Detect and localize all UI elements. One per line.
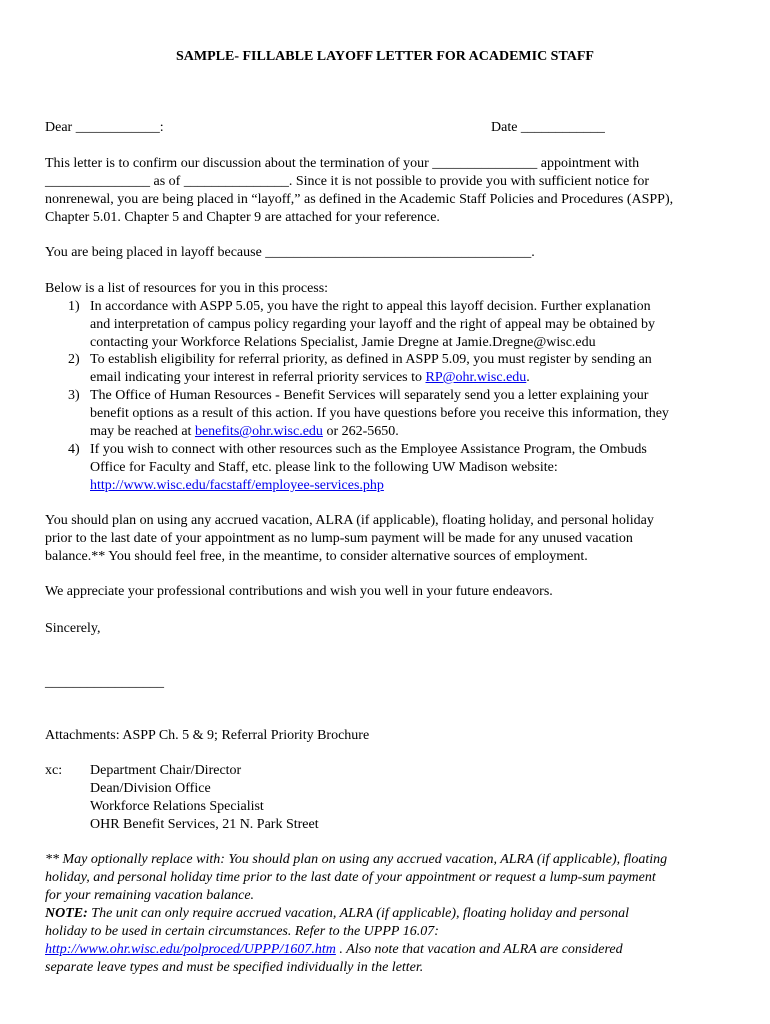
list-item-line: may be reached at benefits@ohr.wisc.edu or 262-5650. [90, 424, 399, 439]
paragraph-1-line: _______________ as of _______________. Since it is not possible to provide you with sufficient notice for [45, 174, 650, 189]
document-title: SAMPLE- FILLABLE LAYOFF LETTER FOR ACADEMIC STAFF [176, 49, 594, 64]
note-line: NOTE: The unit can only require accrued vacation, ALRA (if applicable), floating holiday and personal [45, 906, 630, 921]
paragraph-3-line: prior to the last date of your appointment as no lump-sum payment will be made for any unused vacation [45, 531, 633, 546]
list-number: 4) [68, 442, 80, 457]
list-item: 4) If you wish to connect with other resources such as the Employee Assistance Program, the Ombuds [68, 442, 647, 457]
list-number: 2) [68, 352, 80, 367]
date-field: Date ____________ [491, 120, 605, 135]
paragraph-1-line: This letter is to confirm our discussion about the termination of your _______________ appointment with [45, 156, 640, 171]
paragraph-1-line: Chapter 5.01. Chapter 5 and Chapter 9 are attached for your reference. [45, 210, 440, 225]
list-number: 1) [68, 299, 80, 314]
list-item-line [90, 477, 384, 495]
note-label: NOTE: [45, 906, 88, 921]
xc-recipient: Department Chair/Director [90, 763, 242, 778]
salutation: Dear ____________: [45, 120, 164, 135]
list-item-line: Office for Faculty and Staff, etc. please link to the following UW Madison website: [90, 460, 558, 475]
list-item: 1) In accordance with ASPP 5.05, you have the right to appeal this layoff decision. Further explanation [68, 299, 651, 314]
list-item-line: and interpretation of campus policy regarding your layoff and the right of appeal may be obtained by [90, 317, 656, 332]
list-item-line: contacting your Workforce Relations Specialist, Jamie Dregne at Jamie.Dregne@wisc.edu [90, 335, 596, 350]
benefits-email-link[interactable]: benefits@ohr.wisc.edu [194, 424, 323, 439]
note-line: for your remaining vacation balance. [45, 888, 255, 903]
appreciation-paragraph: We appreciate your professional contributions and wish you well in your future endeavors. [45, 584, 553, 599]
list-item: 2) To establish eligibility for referral priority, as defined in ASPP 5.09, you must register by sending an [68, 352, 652, 367]
note-line: http://www.ohr.wisc.edu/polproced/UPPP/1607.htm . Also note that vacation and ALRA are considered [45, 942, 623, 957]
layoff-reason: You are being placed in layoff because ______________________________________. [45, 245, 535, 260]
list-number: 3) [68, 388, 80, 403]
paragraph-1-line: nonrenewal, you are being placed in “layoff,” as defined in the Academic Staff Policies and Procedures (ASPP), [45, 192, 674, 207]
paragraph-3-line: You should plan on using any accrued vacation, ALRA (if applicable), floating holiday, and personal holiday [45, 513, 654, 528]
closing: Sincerely, [45, 621, 101, 636]
xc-recipient: Workforce Relations Specialist [90, 799, 264, 814]
attachments: Attachments: ASPP Ch. 5 & 9; Referral Priority Brochure [45, 728, 370, 743]
note-line: holiday to be used in certain circumstances. Refer to the UPPP 16.07: [45, 924, 439, 939]
xc-recipient: Dean/Division Office [90, 781, 211, 796]
rp-email-link[interactable]: RP@ohr.wisc.edu [425, 370, 527, 385]
xc-label: xc: [45, 763, 63, 778]
resources-intro: Below is a list of resources for you in this process: [45, 281, 329, 296]
uppp-link[interactable]: http://www.ohr.wisc.edu/polproced/UPPP/1607.htm [45, 942, 336, 957]
signature-line: _________________ [45, 675, 164, 690]
employee-services-link[interactable]: http://www.wisc.edu/facstaff/employee-services.php [90, 478, 384, 493]
list-item-line: benefit options as a result of this action. If you have questions before you receive this information, they [90, 406, 669, 421]
list-item: 3) The Office of Human Resources - Benefit Services will separately send you a letter explaining your [68, 388, 649, 403]
list-item-line: email indicating your interest in referral priority services to RP@ohr.wisc.edu. [90, 370, 530, 385]
paragraph-3-line: balance.** You should feel free, in the meantime, to consider alternative sources of employment. [45, 549, 588, 564]
xc-recipient: OHR Benefit Services, 21 N. Park Street [90, 817, 319, 832]
note-line: separate leave types and must be specified individually in the letter. [45, 960, 424, 975]
note-line: ** May optionally replace with: You should plan on using any accrued vacation, ALRA (if applicable), floating [45, 852, 668, 867]
note-line: holiday, and personal holiday time prior to the last date of your appointment or request a lump-sum payment [45, 870, 656, 885]
